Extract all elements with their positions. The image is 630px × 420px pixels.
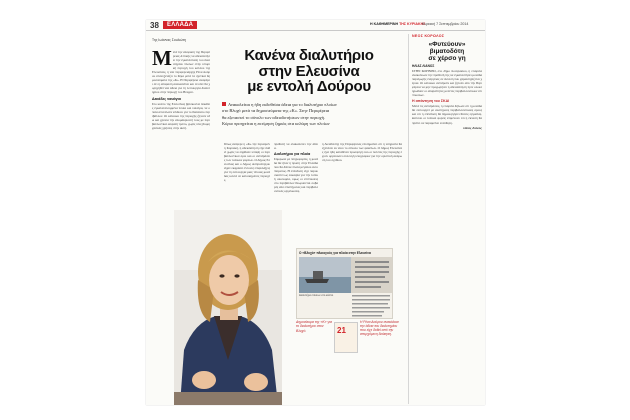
newspaper-name-accent: ΤΗΣ ΚΥΡΙΑΚΗΣ	[399, 22, 426, 26]
newspaper-name	[370, 22, 425, 26]
sidebar-text-1: ΣΤΗΝ ΚΟΡΙΝΘΟ, στο δήμο Λουτρακίου, η εταιρεία ανακοίνωσε την πρόθεσή της να εγκαταστήσει μονάδα παραγωγής ενέργειας σε έκταση που χαρακτηρίζεται χέρσα. Οι κάτοικοι αντιδρούν και ζητούν από την Περιφέρεια να μην προχωρήσει η αδειοδότηση πριν ολοκληρωθούν οι απαραίτητες μελέτες περιβαλλοντικών επιπτώσεων.	[412, 69, 483, 98]
sidebar-text-2: Μετά τις αντιδράσεις, η εταιρεία δήλωσε ότι η μονάδα θα λειτουργεί με αυστηρούς περιβαλλοντικούς όρους και ότι η επένδυση θα δημιουργήσει θέσεις εργασίας. Ωστόσο οι τοπικοί φορείς επιμένουν ότι η έκταση θα πρέπει να παραμείνει ελεύθερη.	[412, 104, 483, 125]
clipping-title: Ο «Βλυχό» πλοιογούς για πλοία στην Ελευσίνα	[299, 251, 371, 255]
newspaper-page	[146, 20, 485, 405]
politician-photo	[174, 210, 282, 405]
sidebar-headline-line-1: «Φυτεύουν»	[428, 41, 466, 48]
section-label: ΕΛΛΑΔΑ	[163, 21, 197, 29]
page-number: 38	[150, 21, 159, 30]
column-4-text: η Διευθυντής της Περιφέρειας επισημαίνει ότι η υπηρεσία θα εξετάσει εκ νέου το σύνολο των φακέλων. Ο Δήμος Ελευσίνας έχει ήδη καταθέσει προσφυγή ενώ οι πολίτες της περιοχής έχουν οργανώσει συλλογή υπογραφών για την οριστική ακύρωση του σχεδίου.	[322, 142, 402, 163]
issue-date: Κυριακή 7 Σεπτεμβρίου 2014	[422, 22, 469, 26]
column-1-text: ετά την απόφαση της Περιφέρειας Αττικής να αδειοδοτήσει την εγκατάσταση του διαλυτηρίου πλοίων στην ιστορική περιοχή του κόλπου της Ελευσίνας, η νέα περιφερειάρχης Ρένα Δούρου επανεξετάζει το θέμα μετά τα σχετικά δημοσιεύματα της «Κ». Η Περιφέρεια αναφέρει ότι η απόφαση ανακαλείται και ότι δεν θα χορηγηθεί νέα άδεια για τη λειτουργία διαλυτηρίου στην περιοχή του Βλυχού.	[152, 50, 210, 95]
column-3-text-2: Σύμφωνα με πληροφορίες, η μονάδα θα ήταν η πρώτη στην Ελλάδα που θα διέλυε πλοία μεγάλου εκτοπίσματος. Η επένδυση είχε παρουσιαστεί ως ευκαιρία για την τοπική οικονομία, όμως οι επιπτώσεις στο περιβάλλον θεωρούνται σοβαρές από επιστήμονες και περιβαλλοντικές οργανώσεις.	[274, 157, 318, 194]
column-3-subhead: Διαλυτήριο για πλοία	[274, 152, 311, 157]
clipping-image	[299, 257, 392, 293]
headline-line-2: στην Ελευσίνα	[258, 62, 360, 80]
sidebar-headline	[412, 41, 482, 62]
column-1-subhead: Δεκάδες ναυάγια	[152, 96, 181, 101]
deck-line-3: θα εξεταστεί το σύνολο των αδειοδοτήσεων στην περιοχή.	[222, 114, 325, 120]
sidebar-signature: Ηλίας Λιάνος	[463, 125, 482, 130]
clipping-subtitle: Διαλυτήριο πλοίων στο κόλπο	[299, 294, 334, 297]
column-3-text: πρόθεσή να ανακαλέσει την άδεια.	[274, 142, 318, 151]
sidebar-subhead: Η απάντηση του ΣΚΑΙ	[412, 99, 450, 104]
clipping-caption: Δημοσίευμα της «Κ» για το διαλυτήριο στον Βλυχό.	[296, 320, 332, 333]
sidebar-kicker: ΝΕΟΣ ΚΟΡΩΛΟΣ	[412, 34, 445, 38]
photo-caption: Η Ρένα Δούρου ανακάλεσε την άδεια του διαλυτηρίου που είχε δοθεί από την απερχόμενη διοίκηση.	[360, 320, 399, 337]
article-column-2	[224, 142, 270, 208]
portrait-illustration	[174, 210, 282, 405]
clipping-text-lines	[352, 294, 390, 318]
drop-cap: Μ	[152, 50, 172, 70]
inset-clipping	[296, 248, 393, 319]
sidebar-headline-line-2: βιματοδότη	[429, 48, 465, 55]
headline-line-1: Κανένα διαλυτήριο	[244, 47, 374, 64]
column-1-text-2: Στο κόλπο της Ελευσίνας βρίσκονται δεκάδες εγκαταλελειμμένα πλοία και ναυάγια, τα οποία αποτελούν κίνδυνο για το θαλάσσιο περιβάλλον. Οι κάτοικοι της περιοχής ζητούν εδώ και χρόνια την απομάκρυνσή τους με περιβαλλοντικά ασφαλή τρόπο, χωρίς νέες βιομηχανικές χρήσεις στην ακτή.	[152, 101, 210, 130]
deck-line-1: Ανακαλείται η ήδη εκδοθείσα άδεια για το διαλυτήριο πλοίων	[222, 102, 404, 108]
page-header	[146, 20, 485, 31]
article-byline: Της Ιωάννας Σουλιώτη	[152, 38, 186, 42]
sidebar-headline-line-3: σε χέρσο γη	[428, 55, 466, 62]
cover-thumbnail-number: 21	[337, 326, 346, 335]
headline-line-3: με εντολή Δούρου	[247, 78, 371, 95]
sidebar-article	[408, 34, 482, 404]
column-2-text: Όπως ανέφερε η «Κ» την περασμένη Κυριακή, η αδειοδότηση είχε δοθεί χωρίς να ληφθούν υπόψη οι περιβαλλοντικοί όροι και οι αντιδράσεις των τοπικών φορέων. Ο Δήμος Ελευσίνας και ο Δήμος Ασπροπύργου είχαν εκφράσει έντονες επιφυλάξεις για τη λειτουργία μιας τέτοιας μονάδας κοντά σε κατοικημένες περιοχές.	[224, 142, 270, 183]
article-column-4	[322, 142, 402, 246]
article-headline	[214, 48, 404, 95]
newspaper-name-prefix: Η ΚΑΘΗΜΕΡΙΝΗ	[370, 22, 399, 26]
deck-line-2: στο Βλυχό μετά τα δημοσιεύματα της «Κ». Στην Περιφέρεια	[222, 108, 330, 114]
article-deck	[222, 102, 404, 128]
deck-line-4: Κύριο προηγείται η εκτίμηση ζημιάς στα κελύφη των πλοίων	[222, 121, 330, 127]
sidebar-author: ΗΛΙΑΣ ΛΙΑΝΟΣ	[412, 64, 435, 68]
